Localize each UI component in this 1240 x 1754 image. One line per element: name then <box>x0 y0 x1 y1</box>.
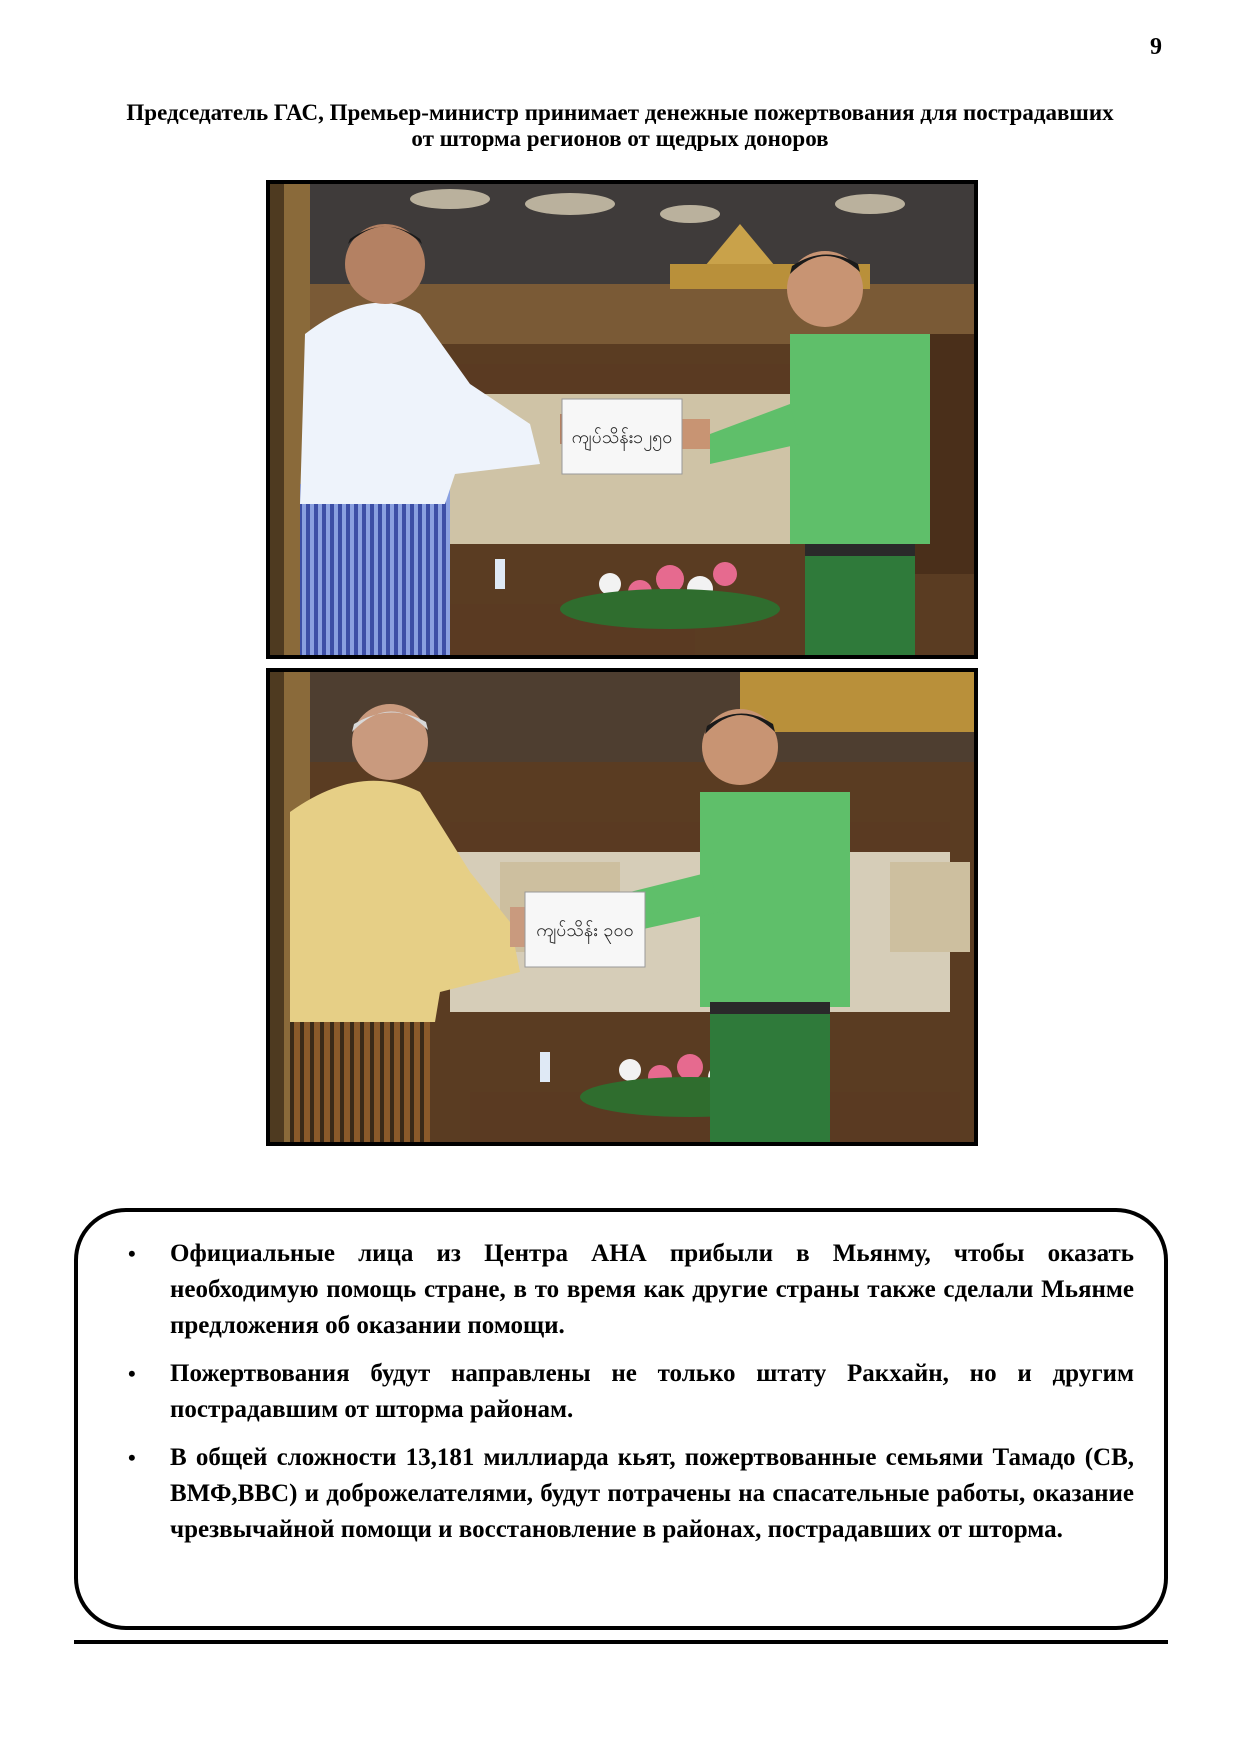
page-title-line-1: Председатель ГАС, Премьер-министр принимает денежные пожертвования для пострадавших <box>126 100 1114 125</box>
summary-bullet <box>126 1236 1134 1344</box>
photo-illustration-1 <box>270 184 974 655</box>
bullet-dot-icon: • <box>128 1361 136 1386</box>
bullet-dot-icon: • <box>128 1445 136 1470</box>
page-number: 9 <box>1150 34 1162 60</box>
donation-box-label-1: ကျပ်သိန်း၁၂၅၀ <box>571 427 673 448</box>
bullet-dot-icon: • <box>128 1241 136 1266</box>
summary-bullet-text: Пожертвования будут направлены не только штату Ракхайн, но и другим пострадавшим от шторма районам. <box>170 1360 1134 1423</box>
summary-bullet-text: В общей сложности 13,181 миллиарда кьят, пожертвованные семьями Тамадо (СВ, ВМФ,ВВС) и доброжелателями, будут потрачены на спасательные работы, оказание чрезвычайной помощи и восстановление в районах, пострадавших от шторма. <box>170 1444 1134 1543</box>
photo-illustration-2 <box>270 672 974 1142</box>
summary-bullet-list <box>126 1236 1134 1548</box>
photo-donation-1 <box>266 180 978 659</box>
summary-bullet <box>126 1440 1134 1548</box>
donation-box-label-2: ကျပ်သိန်း ၃၀၀ <box>536 920 634 941</box>
page-title-line-2: от шторма регионов от щедрых доноров <box>411 126 829 151</box>
summary-bullet <box>126 1356 1134 1428</box>
photo-donation-2 <box>266 668 978 1146</box>
summary-bullet-text: Официальные лица из Центра АНА прибыли в Мьянму, чтобы оказать необходимую помощь стране, в то время как другие страны также сделали Мьянме предложения об оказании помощи. <box>170 1240 1134 1339</box>
summary-box <box>74 1208 1168 1630</box>
page-title <box>60 100 1180 152</box>
bottom-divider <box>74 1640 1168 1644</box>
